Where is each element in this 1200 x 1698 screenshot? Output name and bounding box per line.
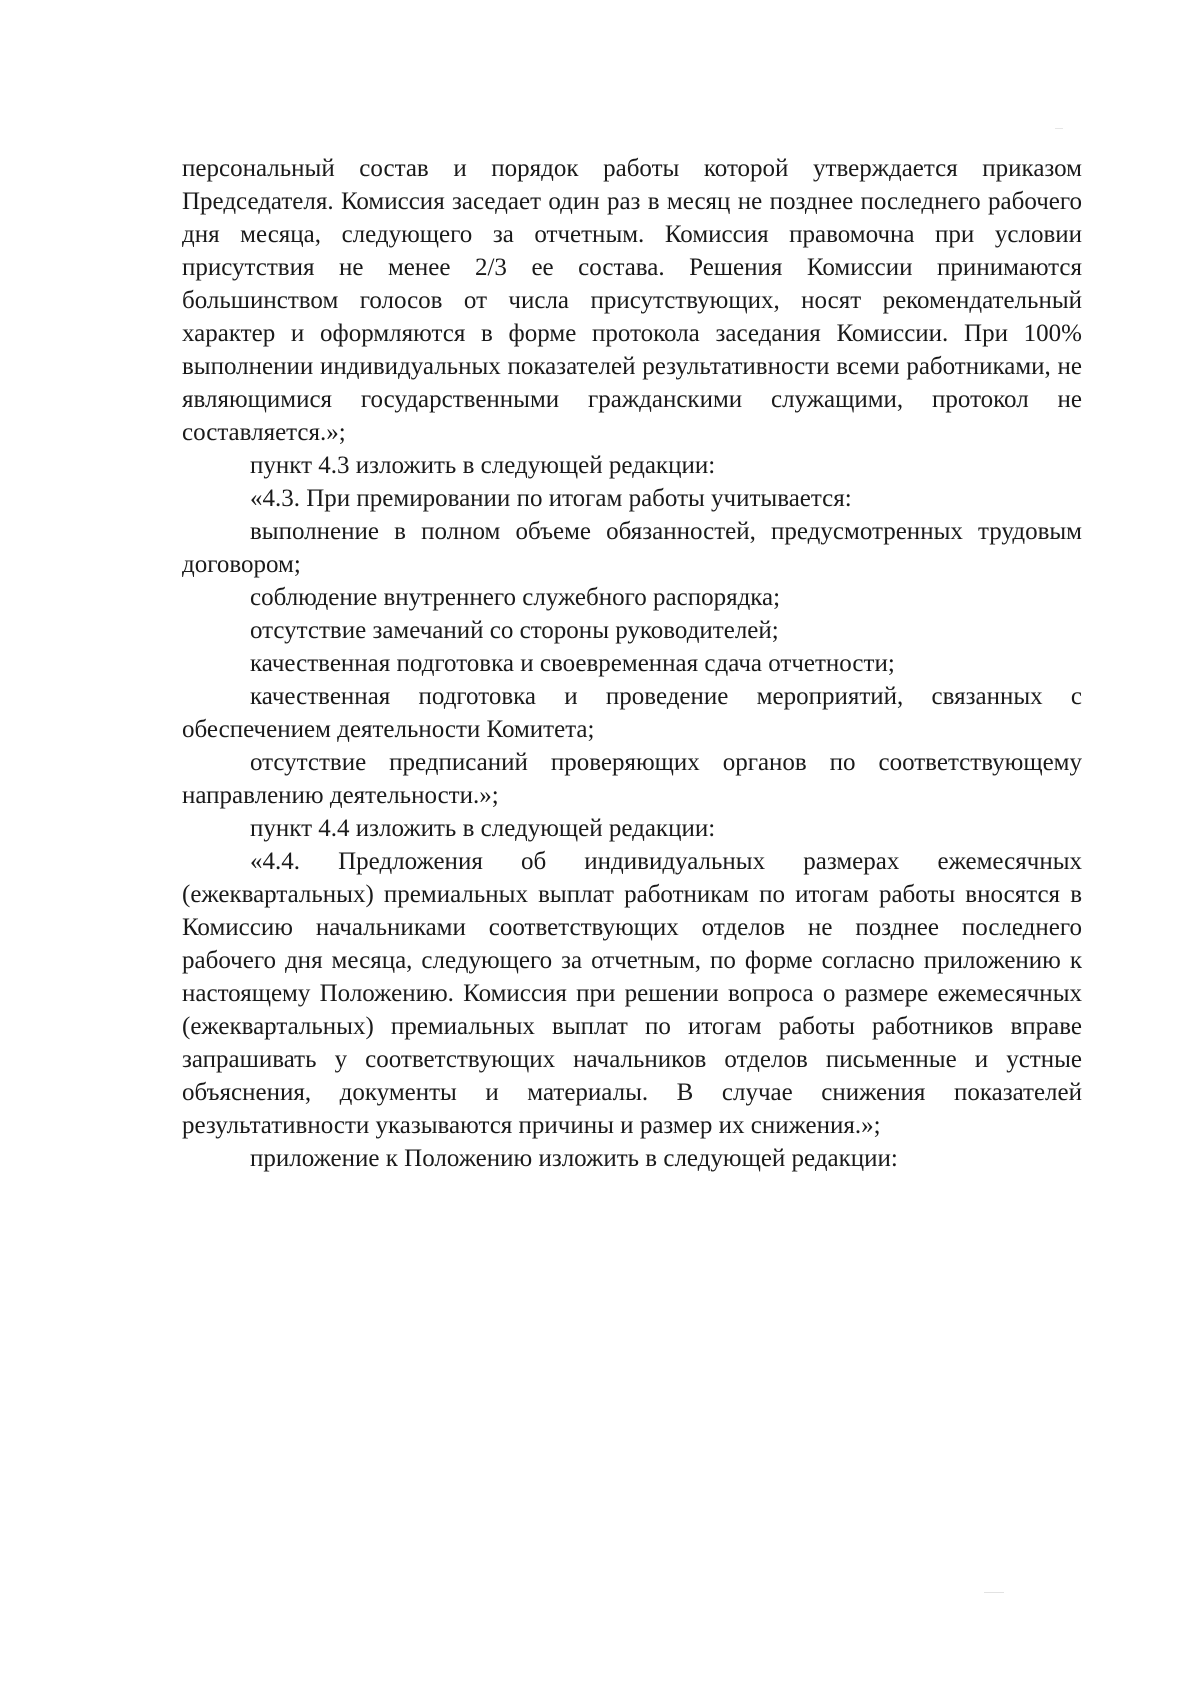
list-item-reporting: качественная подготовка и своевременная сдача отчетности; — [250, 650, 895, 677]
paragraph-item-4-4-intro: пункт 4.4 изложить в следующей редакции: — [250, 815, 716, 842]
paragraph-item-4-4-text: «4.4. Предложения об индивидуальных размерах ежемесячных (ежеквартальных) премиальных выплат работникам по итогам работы вносятся в Комиссию начальниками соответствующих отделов не позднее последнего рабочего дня месяца, следующего за отчетным, по форме согласно приложению к настоящему Положению. Комиссия при решении вопроса о размере ежемесячных (ежеквартальных) премиальных выплат по итогам работы работников вправе запрашивать у соответствующих начальников отделов письменные и устные объяснения, документы и материалы. В случае снижения показателей результативности указываются причины и размер их снижения.»; — [182, 848, 1082, 1139]
document-body — [182, 152, 1082, 1175]
list-item-no-remarks: отсутствие замечаний со стороны руководителей; — [250, 617, 779, 644]
paragraph-commission-procedure: персональный состав и порядок работы которой утверждается приказом Председателя. Комиссия заседает один раз в месяц не позднее последнего рабочего дня месяца, следующего за отчетным. Комиссия правомочна при условии присутствия не менее 2/3 ее состава. Решения Комиссии принимаются большинством голосов от числа присутствующих, носят рекомендательный характер и оформляются в форме протокола заседания Комиссии. При 100% выполнении индивидуальных показателей результативности всеми работниками, не являющимися государственными гражданскими служащими, протокол не составляется.»; — [182, 155, 1082, 446]
paragraph-appendix-intro: приложение к Положению изложить в следующей редакции: — [250, 1145, 898, 1172]
scan-artifact — [984, 1592, 1004, 1593]
paragraph-item-4-3-intro: пункт 4.3 изложить в следующей редакции: — [250, 452, 716, 479]
list-item-duties: выполнение в полном объеме обязанностей, предусмотренных трудовым договором; — [182, 518, 1082, 578]
scan-artifact — [1055, 128, 1063, 129]
list-item-internal-regulations: соблюдение внутреннего служебного распорядка; — [250, 584, 781, 611]
list-item-no-orders: отсутствие предписаний проверяющих органов по соответствующему направлению деятельности.»; — [182, 749, 1082, 809]
paragraph-item-4-3-heading: «4.3. При премировании по итогам работы учитывается: — [250, 485, 852, 512]
list-item-events: качественная подготовка и проведение мероприятий, связанных с обеспечением деятельности Комитета; — [182, 683, 1082, 743]
